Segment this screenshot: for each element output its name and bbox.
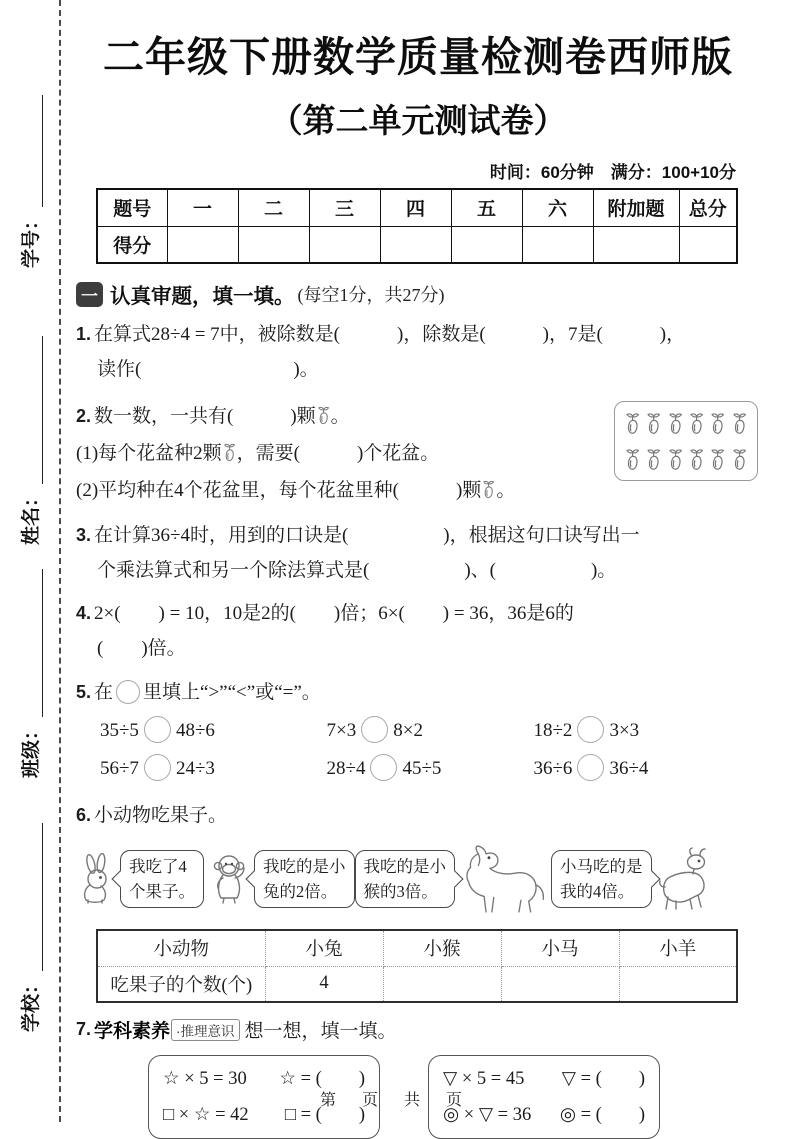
rabbit-speech-bubble xyxy=(120,850,204,908)
sprout-icon xyxy=(688,446,705,472)
score-header-cell: 题号 xyxy=(97,189,167,226)
expression-right: 45÷5 xyxy=(402,758,442,779)
question-3-text-cont: 个乘法算式和另一个除法算式是( )、( )。 xyxy=(97,560,617,581)
question-1-text-cont: 读作( )。 xyxy=(97,359,319,380)
bubble-text: 兔的2倍。 xyxy=(263,882,338,901)
question-4-text: 2×( ) = 10，10是2的( )倍；6×( ) = 36，36是6的 xyxy=(94,603,574,624)
score-header-cell: 一 xyxy=(167,189,238,226)
score-header-cell: 四 xyxy=(380,189,451,226)
page-title: 二年级下册数学质量检测卷西师版 xyxy=(103,34,733,80)
question-5-intro-end: 里填上“>”“<”或“=”。 xyxy=(143,682,321,703)
animals-value-cell xyxy=(501,966,619,1002)
goat-speech-bubble xyxy=(551,850,652,908)
sprout-icon xyxy=(481,479,496,499)
question-3-text: 在计算36÷4时，用到的口诀是( )，根据这句口诀写出一 xyxy=(94,525,640,546)
sprout-icon xyxy=(688,410,705,436)
equation: ☆ × 5 = 30 xyxy=(163,1069,247,1089)
question-4-text-cont: ( )倍。 xyxy=(97,638,186,659)
student-name-field xyxy=(16,336,43,545)
expression-left: 18÷2 xyxy=(533,720,573,741)
question-7-text: 想一想，填一填。 xyxy=(244,1021,397,1042)
expression-right: 24÷3 xyxy=(175,758,215,779)
comparison-item xyxy=(100,714,327,748)
page-footer: 第 页 共 页 xyxy=(319,1092,473,1109)
question-2-number: 2. xyxy=(76,406,92,426)
student-id-field xyxy=(16,95,43,268)
horse-speech-bubble xyxy=(355,850,456,908)
question-1-number: 1. xyxy=(76,324,92,344)
comparison-circle xyxy=(370,754,397,781)
comparison-row xyxy=(76,714,760,748)
score-row-label: 得分 xyxy=(97,226,167,263)
class-field xyxy=(16,569,43,778)
animals-header-cell: 小动物 xyxy=(97,930,265,966)
school-field xyxy=(16,823,43,1032)
question-2-text: 数一数，一共有( )颗 xyxy=(94,406,316,427)
sprout-icon xyxy=(624,446,641,472)
goat-icon xyxy=(654,847,712,911)
animals-value-cell: 4 xyxy=(265,966,383,1002)
animals-header-cell: 小猴 xyxy=(383,930,501,966)
comparison-item xyxy=(534,752,761,786)
cut-dashed-line xyxy=(59,0,61,1122)
question-2 xyxy=(76,398,760,509)
question-4 xyxy=(76,596,760,666)
sprout-icon xyxy=(731,410,748,436)
equation-blank: □ = ( ) xyxy=(284,1105,365,1125)
score-cell xyxy=(309,226,380,263)
student-id-label: 学号： xyxy=(21,210,42,268)
reasoning-tag: ·推理意识 xyxy=(171,1019,240,1041)
question-2-sub1-text-end: ，需要( )个花盆。 xyxy=(236,443,440,464)
equation: □ × ☆ = 42 xyxy=(163,1105,249,1125)
score-cell xyxy=(380,226,451,263)
bean-sprouts-picture xyxy=(614,401,758,481)
question-7-number: 7. xyxy=(76,1019,92,1039)
expression-left: 56÷7 xyxy=(100,758,139,779)
score-table-header-row xyxy=(97,189,737,226)
question-2-sub2-text-end: 。 xyxy=(496,480,516,501)
equation-blank: ☆ = ( ) xyxy=(279,1069,365,1089)
question-6-text: 小动物吃果子。 xyxy=(94,805,228,826)
bubble-text: 我吃了4 xyxy=(129,857,187,876)
animals-row-label: 吃果子的个数(个) xyxy=(97,966,265,1002)
sprout-icon xyxy=(709,446,726,472)
animals-value-cell xyxy=(619,966,737,1002)
score-cell xyxy=(679,226,737,263)
score-cell xyxy=(238,226,309,263)
bubble-text: 我吃的是小 xyxy=(363,857,446,876)
question-5-number: 5. xyxy=(76,682,92,702)
question-2-sub2-text: (2)平均种在4个花盆里，每个花盆里种( )颗 xyxy=(76,480,482,501)
page-subtitle: （第二单元测试卷） xyxy=(269,102,567,139)
expression-left: 36÷6 xyxy=(533,758,573,779)
sprout-icon xyxy=(709,410,726,436)
bubble-text: 猴的3倍。 xyxy=(363,882,438,901)
expression-left: 28÷4 xyxy=(326,758,366,779)
section-1-note: (每空1分，共27分) xyxy=(297,285,445,305)
question-2-text-end: 。 xyxy=(330,406,350,427)
score-cell xyxy=(522,226,593,263)
animal-speech-row xyxy=(76,843,760,915)
question-7 xyxy=(76,1016,760,1139)
question-5 xyxy=(76,675,760,786)
question-1 xyxy=(76,317,760,387)
sprout-icon xyxy=(667,446,684,472)
student-name-label: 姓名： xyxy=(21,487,42,545)
score-table xyxy=(96,188,738,264)
score-header-cell: 二 xyxy=(238,189,309,226)
score-header-cell: 总分 xyxy=(679,189,737,226)
score-cell xyxy=(167,226,238,263)
sprout-icon xyxy=(316,405,331,425)
comparison-circle xyxy=(361,716,388,743)
animals-value-cell xyxy=(383,966,501,1002)
comparison-item xyxy=(327,714,534,748)
sprout-icon xyxy=(222,442,237,462)
section-1-badge: 一 xyxy=(76,282,103,307)
score-header-cell: 五 xyxy=(451,189,522,226)
question-3-number: 3. xyxy=(76,525,92,545)
school-blank xyxy=(23,823,43,971)
score-cell xyxy=(451,226,522,263)
exam-meta: 时间：60分钟 满分：100+10分 xyxy=(489,163,736,182)
class-label: 班级： xyxy=(21,720,42,778)
score-table-score-row xyxy=(97,226,737,263)
horse-icon xyxy=(457,843,549,915)
expression-right: 48÷6 xyxy=(175,720,215,741)
comparison-item xyxy=(534,714,761,748)
bubble-text: 我吃的是小 xyxy=(263,857,346,876)
question-6 xyxy=(76,798,760,1003)
school-label: 学校： xyxy=(21,974,42,1032)
comparison-circle xyxy=(577,716,604,743)
class-blank xyxy=(23,569,43,717)
sprout-icon xyxy=(667,410,684,436)
sprout-icon xyxy=(645,446,662,472)
equation-blank: ▽ = ( ) xyxy=(561,1069,645,1089)
monkey-speech-bubble xyxy=(254,850,355,908)
expression-right: 3×3 xyxy=(609,720,640,741)
question-5-intro: 在 xyxy=(94,682,114,703)
equation: ◎ × ▽ = 36 xyxy=(443,1105,532,1125)
question-6-number: 6. xyxy=(76,805,92,825)
question-2-sub1-text: (1)每个花盆种2颗 xyxy=(76,443,222,464)
question-1-text: 在算式28÷4 = 7中，被除数是( )，除数是( )，7是( )， xyxy=(94,324,686,345)
comparison-circle xyxy=(144,716,171,743)
bubble-text: 我的4倍。 xyxy=(560,882,635,901)
animals-header-cell: 小羊 xyxy=(619,930,737,966)
student-id-blank xyxy=(23,95,43,207)
score-cell xyxy=(593,226,679,263)
comparison-item xyxy=(327,752,534,786)
expression-left: 35÷5 xyxy=(100,720,139,741)
sprout-icon xyxy=(624,410,641,436)
score-header-cell: 六 xyxy=(522,189,593,226)
animals-table-value-row xyxy=(97,966,737,1002)
bubble-text: 小马吃的是 xyxy=(560,857,643,876)
student-name-blank xyxy=(23,336,43,484)
expression-right: 36÷4 xyxy=(609,758,649,779)
animals-header-cell: 小马 xyxy=(501,930,619,966)
comparison-item xyxy=(100,752,327,786)
score-header-cell: 附加题 xyxy=(593,189,679,226)
comparison-circle xyxy=(577,754,604,781)
blank-circle xyxy=(116,680,140,704)
section-1-title: 认真审题，填一填。 xyxy=(110,285,295,308)
equation-blank: ◎ = ( ) xyxy=(559,1105,645,1125)
expression-left: 7×3 xyxy=(326,720,357,741)
comparison-row xyxy=(76,752,760,786)
animals-header-cell: 小兔 xyxy=(265,930,383,966)
question-4-number: 4. xyxy=(76,603,92,623)
animals-table-header-row xyxy=(97,930,737,966)
sprout-icon xyxy=(645,410,662,436)
equation: ▽ × 5 = 45 xyxy=(443,1069,525,1089)
question-3 xyxy=(76,518,760,588)
section-1-header xyxy=(76,279,760,309)
score-header-cell: 三 xyxy=(309,189,380,226)
expression-right: 8×2 xyxy=(393,720,423,741)
sprout-icon xyxy=(731,446,748,472)
bubble-text: 个果子。 xyxy=(129,882,195,901)
comparison-circle xyxy=(144,754,171,781)
animals-table xyxy=(96,929,738,1003)
competency-badge: 学科素养 xyxy=(94,1021,171,1042)
